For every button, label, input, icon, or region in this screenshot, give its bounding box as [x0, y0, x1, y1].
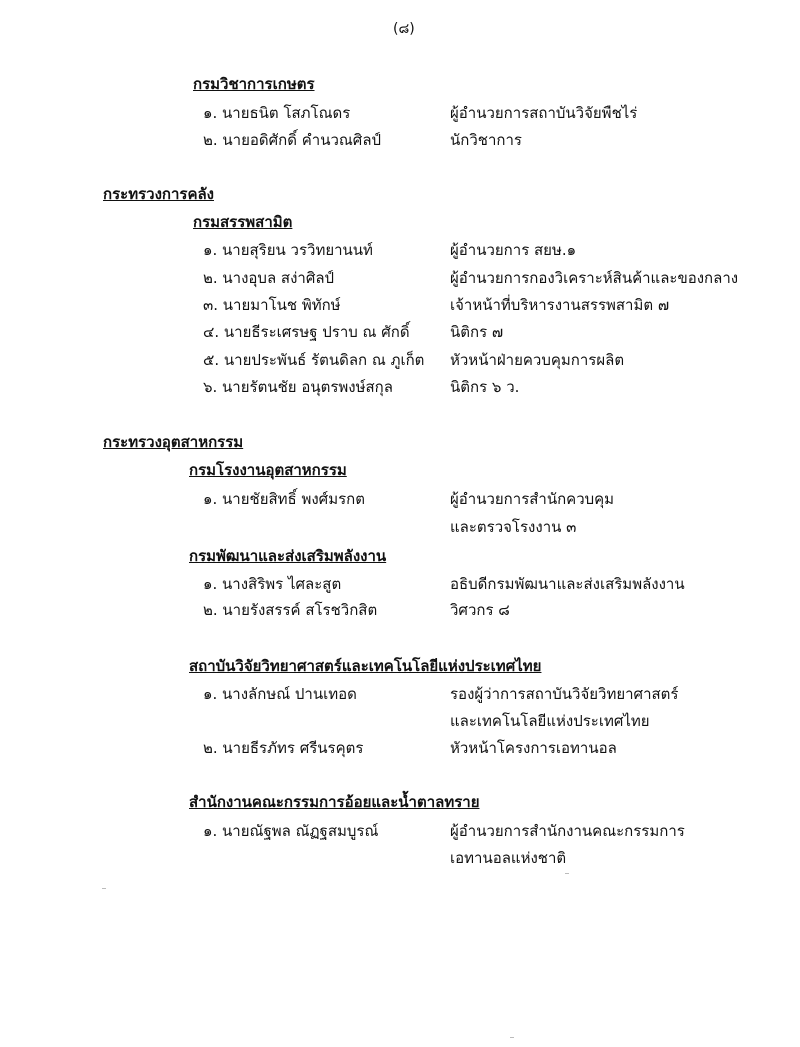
- member-name: ๑. นายสุริยน วรวิทยานนท์: [203, 241, 373, 259]
- member-name: ๑. นางลักษณ์ ปานเทอด: [203, 685, 357, 703]
- member-name: ๒. นายธีรภัทร ศรีนรคุตร: [203, 739, 364, 757]
- member-name: ๑. นายชัยสิทธิ์ พงศ์มรกต: [203, 490, 365, 508]
- member-position: วิศวกร ๘: [450, 601, 510, 619]
- member-name: ๓. นายมาโนช พิทักษ์: [203, 296, 341, 314]
- member-name: ๑. นายณัฐพล ณัฏฐสมบูรณ์: [203, 822, 379, 840]
- member-name: ๒. นางอุบล สง่าศิลป์: [203, 269, 335, 287]
- member-position-continued: และเทคโนโลยีแห่งประเทศไทย: [450, 712, 650, 730]
- member-name: ๑. นางสิริพร ไศละสูต: [203, 575, 342, 593]
- member-name: ๑. นายธนิต โสภโณดร: [203, 104, 351, 122]
- member-name: ๔. นายธีระเศรษฐ ปราบ ณ ศักดิ์: [203, 323, 410, 341]
- member-position: ผู้อำนวยการสำนักควบคุม: [450, 490, 615, 508]
- member-position: รองผู้ว่าการสถาบันวิจัยวิทยาศาสตร์: [450, 685, 679, 703]
- member-position: ผู้อำนวยการกองวิเคราะห์สินค้าและของกลาง: [450, 269, 739, 287]
- member-position-continued: และตรวจโรงงาน ๓: [450, 518, 577, 536]
- member-name: ๖. นายรัตนชัย อนุตรพงษ์สกุล: [203, 378, 393, 396]
- member-name: ๒. นายรังสรรค์ สโรชวิกสิต: [203, 601, 378, 619]
- member-position: นิติกร ๖ ว.: [450, 378, 520, 396]
- ministry-industry: กระทรวงอุตสาหกรรม: [103, 433, 244, 451]
- scan-speck: [510, 1037, 514, 1038]
- member-position: ผู้อำนวยการสำนักงานคณะกรรมการ: [450, 822, 685, 840]
- member-position: หัวหน้าฝ่ายควบคุมการผลิต: [450, 351, 625, 369]
- scan-speck: [102, 888, 106, 889]
- member-name: ๕. นายประพันธ์ รัตนดิลก ณ ภูเก็ต: [203, 351, 425, 369]
- member-position: นักวิชาการ: [450, 131, 522, 149]
- dept-excise: กรมสรรพสามิต: [193, 213, 293, 231]
- dept-agriculture: กรมวิชาการเกษตร: [193, 75, 315, 93]
- member-position: เจ้าหน้าที่บริหารงานสรรพสามิต ๗: [450, 296, 670, 314]
- member-position: ผู้อำนวยการสถาบันวิจัยพืชไร่: [450, 104, 638, 122]
- member-position: อธิบดีกรมพัฒนาและส่งเสริมพลังงาน: [450, 575, 685, 593]
- member-position: นิติกร ๗: [450, 323, 504, 341]
- member-position: หัวหน้าโครงการเอทานอล: [450, 739, 617, 757]
- dept-energy: กรมพัฒนาและส่งเสริมพลังงาน: [189, 547, 387, 565]
- page-number: (๘): [393, 21, 415, 37]
- member-position: ผู้อำนวยการ สยษ.๑: [450, 241, 577, 259]
- dept-tistr: สถาบันวิจัยวิทยาศาสตร์และเทคโนโลยีแห่งประเทศไทย: [189, 657, 542, 675]
- dept-factories: กรมโรงงานอุตสาหกรรม: [189, 461, 347, 479]
- dept-ocsb: สำนักงานคณะกรรมการอ้อยและน้ำตาลทราย: [189, 793, 480, 811]
- member-position-continued: เอทานอลแห่งชาติ: [450, 849, 567, 867]
- ministry-finance: กระทรวงการคลัง: [103, 185, 214, 203]
- scan-speck: [565, 873, 569, 874]
- member-name: ๒. นายอดิศักดิ์ คำนวณศิลป์: [203, 131, 382, 149]
